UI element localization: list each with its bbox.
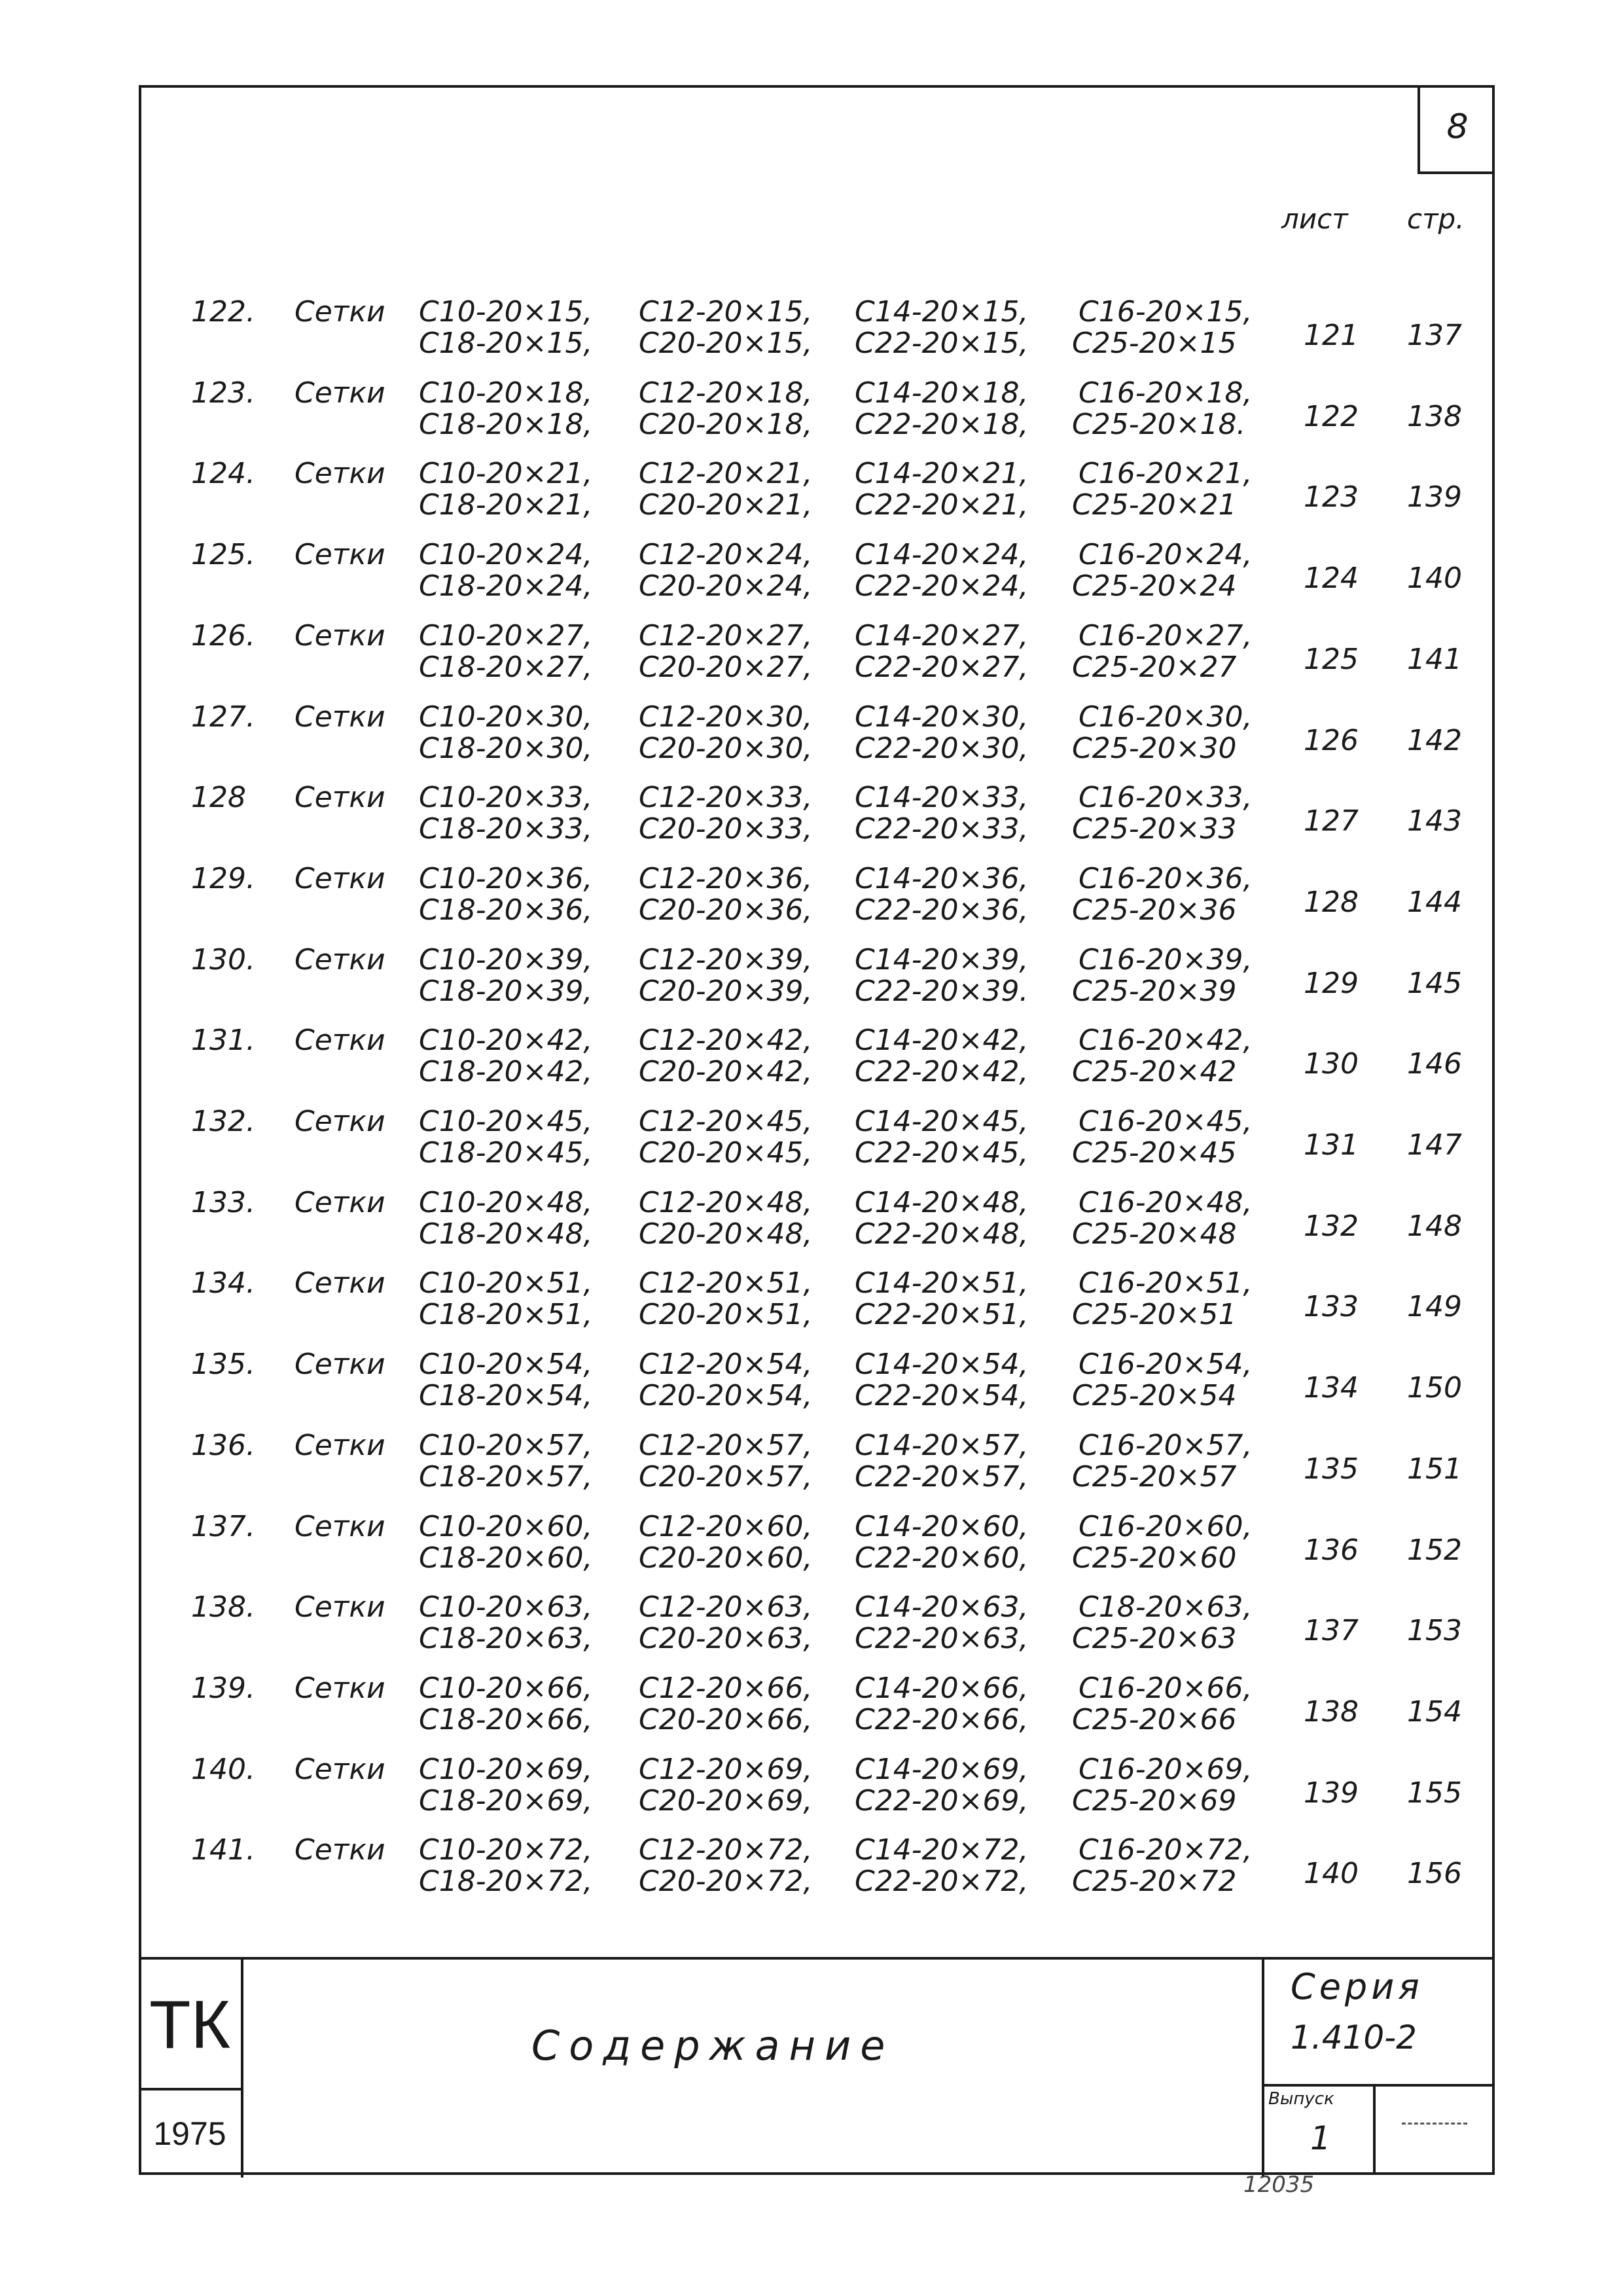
cell-num: 126. [191, 619, 255, 653]
table-row [0, 1182, 1623, 1263]
cell-b1: С18-20×69, [419, 1784, 593, 1818]
cell-a2: С12-20×39, [639, 943, 813, 977]
cell-a4: С16-20×33, [1079, 781, 1253, 814]
cell-b1: С18-20×15, [419, 327, 593, 360]
cell-word: Сетки [294, 1510, 385, 1543]
cell-a3: С14-20×15, [855, 295, 1029, 329]
cell-word: Сетки [294, 619, 385, 653]
cell-a4: С16-20×66, [1079, 1672, 1253, 1705]
page-header: стр. [1407, 203, 1465, 235]
cell-b2: С20-20×36, [639, 893, 813, 927]
cell-num: 130. [191, 943, 255, 977]
cell-b4: С25-20×15 [1072, 327, 1237, 360]
cell-a4: С16-20×45, [1079, 1105, 1253, 1138]
cell-word: Сетки [294, 1266, 385, 1300]
cell-b3: С22-20×24, [855, 569, 1029, 603]
cell-a4: С16-20×54, [1079, 1348, 1253, 1381]
sheet-header: лист [1281, 203, 1348, 235]
cell-a3: С14-20×24, [855, 538, 1029, 571]
cell-sheet: 139 [1304, 1776, 1359, 1810]
issue-number: 1 [1310, 2119, 1331, 2157]
cell-b3: С22-20×72, [855, 1865, 1029, 1898]
series-box [1262, 1960, 1492, 2178]
cell-b1: С18-20×42, [419, 1055, 593, 1088]
cell-page: 155 [1407, 1776, 1462, 1810]
issue-label: Выпуск [1268, 2089, 1334, 2109]
cell-num: 138. [191, 1590, 255, 1624]
cell-b1: С18-20×60, [419, 1541, 593, 1575]
cell-b3: С22-20×66, [855, 1703, 1029, 1736]
cell-a4: С16-20×36, [1079, 862, 1253, 895]
cell-a3: С14-20×63, [855, 1590, 1029, 1624]
cell-word: Сетки [294, 1429, 385, 1462]
cell-word: Сетки [294, 457, 385, 490]
cell-page: 144 [1407, 886, 1462, 919]
cell-a1: С10-20×21, [419, 457, 593, 490]
cell-b3: С22-20×36, [855, 893, 1029, 927]
cell-b1: С18-20×18, [419, 408, 593, 441]
cell-b3: С22-20×63, [855, 1622, 1029, 1655]
cell-b1: С18-20×66, [419, 1703, 593, 1736]
cell-b2: С20-20×45, [639, 1136, 813, 1170]
table-row [0, 939, 1623, 1020]
cell-a4: С16-20×27, [1079, 619, 1253, 653]
cell-a2: С12-20×21, [639, 457, 813, 490]
cell-b2: С20-20×57, [639, 1460, 813, 1494]
cell-page: 138 [1407, 400, 1462, 433]
cell-page: 146 [1407, 1047, 1462, 1081]
cell-b2: С20-20×24, [639, 569, 813, 603]
cell-a2: С12-20×15, [639, 295, 813, 329]
cell-b2: С20-20×72, [639, 1865, 813, 1898]
cell-a4: С16-20×42, [1079, 1024, 1253, 1057]
cell-a2: С12-20×57, [639, 1429, 813, 1462]
cell-a4: С16-20×18, [1079, 376, 1253, 410]
cell-a4: С16-20×15, [1079, 295, 1253, 329]
cell-b3: С22-20×42, [855, 1055, 1029, 1088]
cell-sheet: 132 [1304, 1210, 1359, 1243]
cell-b1: С18-20×24, [419, 569, 593, 603]
cell-a2: С12-20×24, [639, 538, 813, 571]
cell-a2: С12-20×54, [639, 1348, 813, 1381]
cell-page: 149 [1407, 1290, 1462, 1323]
cell-page: 143 [1407, 804, 1462, 838]
cell-a2: С12-20×63, [639, 1590, 813, 1624]
cell-b2: С20-20×18, [639, 408, 813, 441]
cell-a2: С12-20×69, [639, 1753, 813, 1786]
cell-b4: С25-20×48 [1072, 1217, 1237, 1251]
cell-page: 141 [1407, 643, 1462, 676]
table-row [0, 453, 1623, 534]
cell-page: 153 [1407, 1614, 1462, 1647]
cell-b2: С20-20×63, [639, 1622, 813, 1655]
cell-a4: С16-20×48, [1079, 1186, 1253, 1219]
cell-a2: С12-20×66, [639, 1672, 813, 1705]
cell-num: 129. [191, 862, 255, 895]
cell-sheet: 126 [1304, 724, 1359, 757]
cell-page: 152 [1407, 1534, 1462, 1567]
cell-a1: С10-20×66, [419, 1672, 593, 1705]
cell-word: Сетки [294, 862, 385, 895]
cell-sheet: 121 [1304, 319, 1359, 352]
cell-b4: С25-20×63 [1072, 1622, 1237, 1655]
table-row [0, 291, 1623, 372]
document-title: Содержание [531, 2022, 895, 2070]
issue-cell [1264, 2084, 1376, 2175]
cell-a4: С16-20×57, [1079, 1429, 1253, 1462]
cell-b3: С22-20×39. [855, 975, 1029, 1008]
cell-a2: С12-20×60, [639, 1510, 813, 1543]
cell-b4: С25-20×18. [1072, 408, 1246, 441]
cell-a2: С12-20×30, [639, 700, 813, 734]
cell-page: 150 [1407, 1371, 1462, 1405]
cell-a3: С14-20×30, [855, 700, 1029, 734]
cell-page: 154 [1407, 1695, 1462, 1729]
cell-word: Сетки [294, 376, 385, 410]
cell-b2: С20-20×21, [639, 488, 813, 522]
cell-a2: С12-20×27, [639, 619, 813, 653]
cell-b1: С18-20×54, [419, 1379, 593, 1412]
cell-word: Сетки [294, 1348, 385, 1381]
cell-b3: С22-20×57, [855, 1460, 1029, 1494]
cell-b1: С18-20×36, [419, 893, 593, 927]
table-row [0, 615, 1623, 696]
cell-a3: С14-20×48, [855, 1186, 1029, 1219]
cell-b4: С25-20×72 [1072, 1865, 1237, 1898]
cell-sheet: 127 [1304, 804, 1359, 838]
cell-b2: С20-20×48, [639, 1217, 813, 1251]
cell-a3: С14-20×45, [855, 1105, 1029, 1138]
cell-b3: С22-20×27, [855, 651, 1029, 684]
table-row [0, 777, 1623, 858]
cell-sheet: 128 [1304, 886, 1359, 919]
cell-b1: С18-20×63, [419, 1622, 593, 1655]
cell-word: Сетки [294, 1105, 385, 1138]
cell-sheet: 133 [1304, 1290, 1359, 1323]
cell-b3: С22-20×51, [855, 1298, 1029, 1331]
table-row [0, 1425, 1623, 1506]
cell-a3: С14-20×21, [855, 457, 1029, 490]
cell-num: 122. [191, 295, 255, 329]
cell-num: 140. [191, 1753, 255, 1786]
cell-b1: С18-20×21, [419, 488, 593, 522]
cell-page: 142 [1407, 724, 1462, 757]
cell-num: 141. [191, 1833, 255, 1867]
divider [1402, 2123, 1467, 2125]
cell-a3: С14-20×27, [855, 619, 1029, 653]
cell-a3: С14-20×36, [855, 862, 1029, 895]
cell-b4: С25-20×39 [1072, 975, 1237, 1008]
cell-a1: С10-20×33, [419, 781, 593, 814]
cell-b2: С20-20×42, [639, 1055, 813, 1088]
cell-sheet: 123 [1304, 480, 1359, 514]
cell-b1: С18-20×30, [419, 732, 593, 765]
cell-a2: С12-20×18, [639, 376, 813, 410]
cell-page: 137 [1407, 319, 1462, 352]
cell-a1: С10-20×27, [419, 619, 593, 653]
cell-b2: С20-20×69, [639, 1784, 813, 1818]
cell-a3: С14-20×60, [855, 1510, 1029, 1543]
cell-a3: С14-20×57, [855, 1429, 1029, 1462]
cell-b1: С18-20×45, [419, 1136, 593, 1170]
cell-b2: С20-20×39, [639, 975, 813, 1008]
cell-a3: С14-20×18, [855, 376, 1029, 410]
cell-sheet: 134 [1304, 1371, 1359, 1405]
cell-b1: С18-20×39, [419, 975, 593, 1008]
cell-b1: С18-20×33, [419, 812, 593, 846]
cell-a1: С10-20×69, [419, 1753, 593, 1786]
cell-a4: С16-20×21, [1079, 457, 1253, 490]
table-row [0, 1668, 1623, 1749]
table-row [0, 1749, 1623, 1830]
cell-b4: С25-20×51 [1072, 1298, 1237, 1331]
table-row [0, 534, 1623, 615]
cell-b4: С25-20×54 [1072, 1379, 1237, 1412]
cell-sheet: 140 [1304, 1857, 1359, 1890]
cell-a4: С18-20×63, [1079, 1590, 1253, 1624]
cell-a1: С10-20×45, [419, 1105, 593, 1138]
cell-b4: С25-20×60 [1072, 1541, 1237, 1575]
cell-num: 139. [191, 1672, 255, 1705]
cell-a1: С10-20×72, [419, 1833, 593, 1867]
cell-word: Сетки [294, 1833, 385, 1867]
cell-b4: С25-20×30 [1072, 732, 1237, 765]
cell-a2: С12-20×45, [639, 1105, 813, 1138]
cell-a1: С10-20×54, [419, 1348, 593, 1381]
cell-a3: С14-20×39, [855, 943, 1029, 977]
cell-b2: С20-20×33, [639, 812, 813, 846]
table-row [0, 858, 1623, 939]
cell-b1: С18-20×27, [419, 651, 593, 684]
cell-a2: С12-20×36, [639, 862, 813, 895]
cell-word: Сетки [294, 1024, 385, 1057]
cell-a4: С16-20×51, [1079, 1266, 1253, 1300]
cell-a2: С12-20×33, [639, 781, 813, 814]
cell-num: 125. [191, 538, 255, 571]
cell-page: 140 [1407, 562, 1462, 595]
cell-sheet: 138 [1304, 1695, 1359, 1729]
cell-b3: С22-20×30, [855, 732, 1029, 765]
cell-page: 147 [1407, 1128, 1462, 1162]
cell-word: Сетки [294, 1753, 385, 1786]
cell-b2: С20-20×30, [639, 732, 813, 765]
cell-sheet: 122 [1304, 400, 1359, 433]
cell-num: 127. [191, 700, 255, 734]
cell-b1: С18-20×72, [419, 1865, 593, 1898]
cell-a1: С10-20×42, [419, 1024, 593, 1057]
cell-a1: С10-20×18, [419, 376, 593, 410]
series-label: Серия [1291, 1966, 1423, 2007]
table-row [0, 1587, 1623, 1668]
cell-b3: С22-20×18, [855, 408, 1029, 441]
table-row [0, 696, 1623, 778]
cell-b2: С20-20×15, [639, 327, 813, 360]
series-number: 1.410-2 [1291, 2018, 1417, 2056]
table-row [0, 1829, 1623, 1910]
cell-b3: С22-20×33, [855, 812, 1029, 846]
cell-num: 132. [191, 1105, 255, 1138]
cell-sheet: 129 [1304, 967, 1359, 1000]
cell-a1: С10-20×36, [419, 862, 593, 895]
cell-b3: С22-20×48, [855, 1217, 1029, 1251]
cell-sheet: 136 [1304, 1534, 1359, 1567]
blank-cell [1376, 2084, 1492, 2175]
cell-sheet: 137 [1304, 1614, 1359, 1647]
cell-num: 137. [191, 1510, 255, 1543]
cell-b3: С22-20×54, [855, 1379, 1029, 1412]
cell-num: 124. [191, 457, 255, 490]
cell-a4: С16-20×24, [1079, 538, 1253, 571]
cell-num: 134. [191, 1266, 255, 1300]
cell-b2: С20-20×51, [639, 1298, 813, 1331]
cell-a3: С14-20×54, [855, 1348, 1029, 1381]
cell-b3: С22-20×45, [855, 1136, 1029, 1170]
cell-page: 151 [1407, 1452, 1462, 1486]
cell-a3: С14-20×51, [855, 1266, 1029, 1300]
cell-b4: С25-20×42 [1072, 1055, 1237, 1088]
cell-word: Сетки [294, 295, 385, 329]
cell-b3: С22-20×60, [855, 1541, 1029, 1575]
cell-page: 156 [1407, 1857, 1462, 1890]
cell-b3: С22-20×69, [855, 1784, 1029, 1818]
cell-a3: С14-20×42, [855, 1024, 1029, 1057]
cell-a4: С16-20×60, [1079, 1510, 1253, 1543]
table-row [0, 1263, 1623, 1344]
cell-num: 123. [191, 376, 255, 410]
cell-b4: С25-20×21 [1072, 488, 1237, 522]
cell-b3: С22-20×15, [855, 327, 1029, 360]
cell-a4: С16-20×39, [1079, 943, 1253, 977]
cell-a4: С16-20×30, [1079, 700, 1253, 734]
cell-a1: С10-20×15, [419, 295, 593, 329]
bottom-code: 12035 [1243, 2172, 1315, 2198]
cell-a3: С14-20×66, [855, 1672, 1029, 1705]
cell-b4: С25-20×45 [1072, 1136, 1237, 1170]
cell-b4: С25-20×66 [1072, 1703, 1237, 1736]
cell-page: 145 [1407, 967, 1462, 1000]
cell-b2: С20-20×60, [639, 1541, 813, 1575]
cell-word: Сетки [294, 1672, 385, 1705]
cell-b2: С20-20×27, [639, 651, 813, 684]
cell-b4: С25-20×27 [1072, 651, 1237, 684]
cell-num: 136. [191, 1429, 255, 1462]
cell-a1: С10-20×51, [419, 1266, 593, 1300]
title-block [139, 1957, 1495, 2175]
cell-num: 135. [191, 1348, 255, 1381]
cell-a3: С14-20×33, [855, 781, 1029, 814]
cell-page: 148 [1407, 1210, 1462, 1243]
organization-code: ТК [139, 1960, 243, 2090]
cell-b1: С18-20×48, [419, 1217, 593, 1251]
table-row [0, 372, 1623, 454]
cell-num: 128 [191, 781, 246, 814]
cell-num: 133. [191, 1186, 255, 1219]
cell-b2: С20-20×54, [639, 1379, 813, 1412]
cell-b3: С22-20×21, [855, 488, 1029, 522]
cell-word: Сетки [294, 943, 385, 977]
cell-sheet: 124 [1304, 562, 1359, 595]
cell-a3: С14-20×72, [855, 1833, 1029, 1867]
year: 1975 [139, 2090, 243, 2178]
cell-b4: С25-20×69 [1072, 1784, 1237, 1818]
cell-a1: С10-20×30, [419, 700, 593, 734]
cell-a1: С10-20×48, [419, 1186, 593, 1219]
cell-b2: С20-20×66, [639, 1703, 813, 1736]
cell-b4: С25-20×57 [1072, 1460, 1237, 1494]
cell-a1: С10-20×60, [419, 1510, 593, 1543]
cell-a2: С12-20×42, [639, 1024, 813, 1057]
table-row [0, 1506, 1623, 1587]
cell-sheet: 125 [1304, 643, 1359, 676]
cell-a4: С16-20×69, [1079, 1753, 1253, 1786]
cell-sheet: 131 [1304, 1128, 1359, 1162]
cell-sheet: 135 [1304, 1452, 1359, 1486]
page-number-box: 8 [1418, 85, 1495, 174]
cell-word: Сетки [294, 781, 385, 814]
cell-b1: С18-20×51, [419, 1298, 593, 1331]
cell-a2: С12-20×51, [639, 1266, 813, 1300]
cell-a3: С14-20×69, [855, 1753, 1029, 1786]
cell-page: 139 [1407, 480, 1462, 514]
cell-a2: С12-20×48, [639, 1186, 813, 1219]
cell-num: 131. [191, 1024, 255, 1057]
cell-a2: С12-20×72, [639, 1833, 813, 1867]
cell-sheet: 130 [1304, 1047, 1359, 1081]
table-row [0, 1020, 1623, 1101]
cell-b4: С25-20×33 [1072, 812, 1237, 846]
cell-word: Сетки [294, 1186, 385, 1219]
cell-word: Сетки [294, 700, 385, 734]
cell-b4: С25-20×36 [1072, 893, 1237, 927]
cell-a1: С10-20×24, [419, 538, 593, 571]
table-row [0, 1344, 1623, 1425]
cell-b4: С25-20×24 [1072, 569, 1237, 603]
cell-a1: С10-20×63, [419, 1590, 593, 1624]
cell-word: Сетки [294, 1590, 385, 1624]
cell-a1: С10-20×39, [419, 943, 593, 977]
table-row [0, 1101, 1623, 1182]
cell-a1: С10-20×57, [419, 1429, 593, 1462]
cell-word: Сетки [294, 538, 385, 571]
cell-b1: С18-20×57, [419, 1460, 593, 1494]
cell-a4: С16-20×72, [1079, 1833, 1253, 1867]
